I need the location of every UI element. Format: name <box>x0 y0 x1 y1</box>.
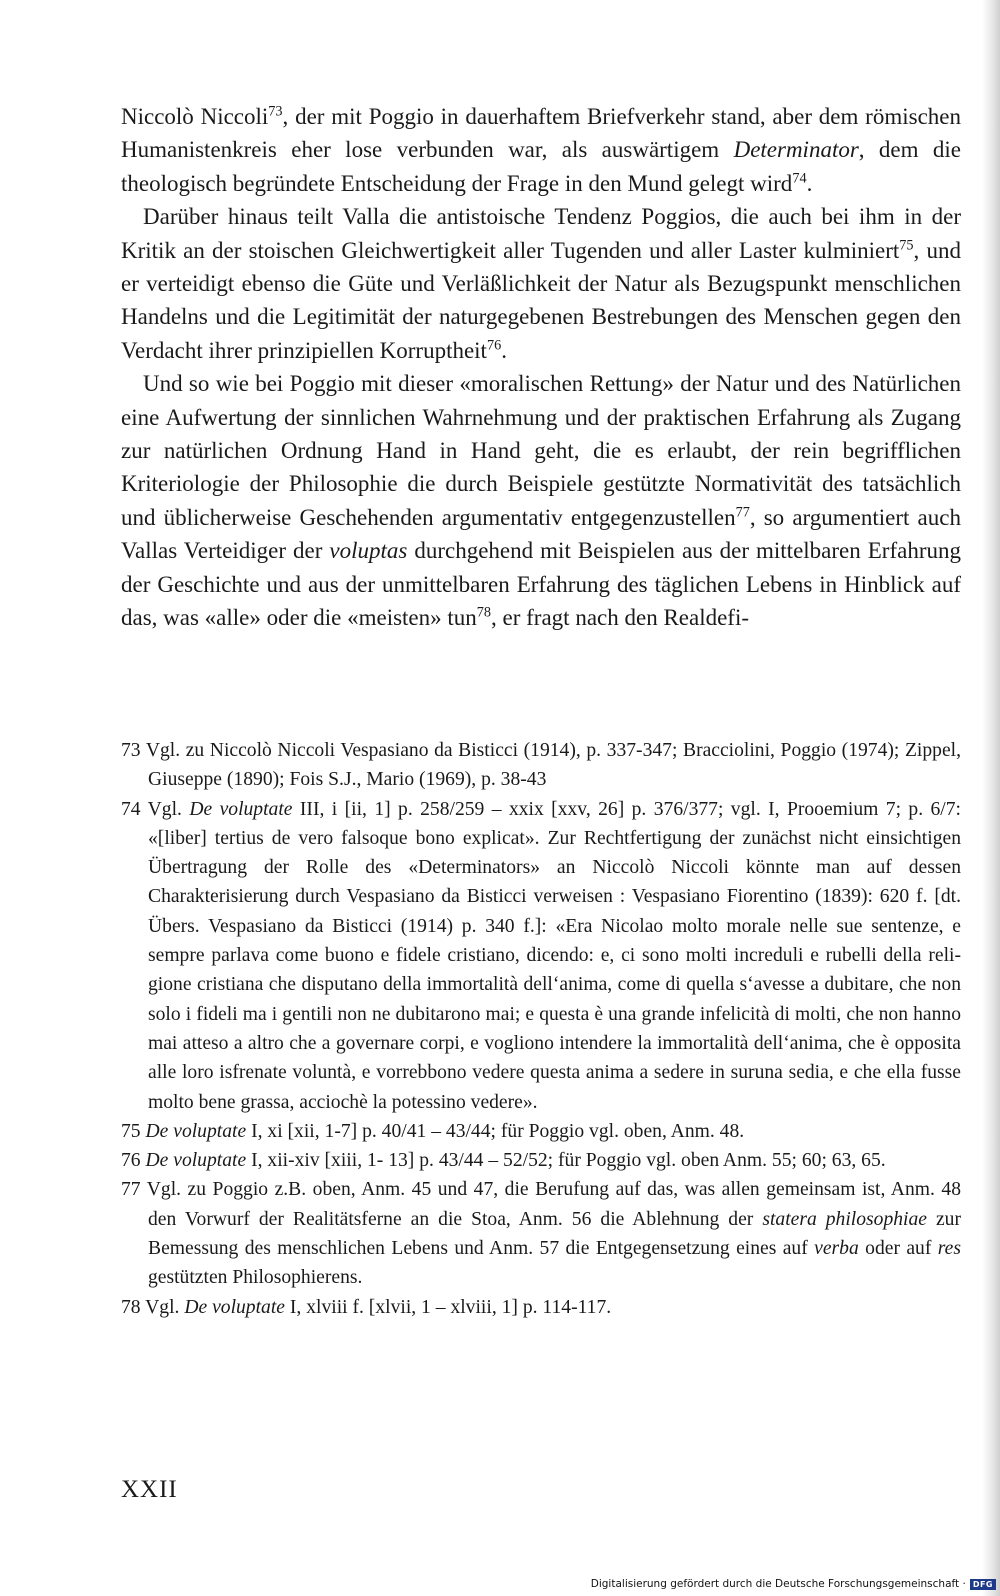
dfg-logo: DFG <box>970 1579 996 1590</box>
body-text <box>121 100 961 635</box>
text-run: I, xi [xii, 1-7] p. 40/41 – 43/44; für Poggio vgl. oben, Anm. 48. <box>246 1120 745 1142</box>
footnote-reference: 73 <box>268 103 283 120</box>
footnotes <box>121 736 961 1322</box>
footnote-reference: 74 <box>792 170 807 187</box>
footnote-reference: 75 <box>899 237 914 254</box>
footnote-reference: 78 <box>476 604 492 621</box>
footnote-78 <box>121 1293 961 1322</box>
text-run: Niccolò Niccoli <box>121 104 269 129</box>
text-run: Darüber hinaus teilt Valla die antistoische Tendenz Poggios, die auch bei ihm in der Kritik an der stoischen Gleichwertigkeit aller Tugenden und aller Laster kulminiert <box>121 204 961 263</box>
footnote-76 <box>121 1146 961 1175</box>
text-run: I, xlviii f. [xlvii, 1 – xlviii, 1] p. 114-117. <box>285 1296 612 1318</box>
text-run: Und so wie bei Poggio mit dieser «moralischen Rettung» der Natur und des Natürlichen eine Aufwertung der sinnlichen Wahrnehmung und der praktischen Erfahrung als Zugang zur natürlichen Ordnung Hand in Hand geht, die es erlaubt, der rein begrifflichen Kriteriologie der Philosophie die durch Beispiele gestützte Normativität des tatsächlich und üblicherweise Geschehenden argumentativ entgegenzustellen <box>121 371 961 530</box>
text-run: . <box>501 337 507 363</box>
text-run: oder auf <box>858 1238 938 1260</box>
footnote-reference: 76 <box>486 337 502 354</box>
footnote-73 <box>121 736 961 795</box>
credit-text: Digitalisierung gefördert durch die Deutsche Forschungsgemeinschaft · <box>590 1578 966 1590</box>
paragraph-1 <box>121 100 961 200</box>
text-run: durchgehend mit Beispielen aus der mittelbaren Erfahrung der Geschichte und aus der unmittelbaren Erfahrung des täglichen Lebens in Hinblick auf das, was «alle» oder die «meisten» tun <box>121 538 961 631</box>
italic-term: De voluptate <box>145 1150 247 1172</box>
italic-term: voluptas <box>329 538 408 564</box>
page-number: XXII <box>121 1476 178 1503</box>
page-edge-shadow <box>982 0 1000 1596</box>
paragraph-2 <box>121 200 961 367</box>
text-run: , und er verteidigt ebenso die Güte und Verläßlichkeit der Natur als Bezugspunkt menschlichen Handelns und die Legitimität der naturgegebenen Bestrebungen des Menschen gegen den Verdacht ihrer prinzipiellen Korruptheit <box>121 237 961 363</box>
text-run: , dem die theologisch begründete Entscheidung der Frage in den Mund gelegt wird <box>121 137 961 196</box>
text-run: , er fragt nach den Realdefi- <box>491 605 750 631</box>
text-run: 78 Vgl. <box>121 1296 185 1318</box>
text-run: 75 <box>121 1120 146 1142</box>
italic-term: res <box>937 1238 962 1260</box>
text-run: . <box>806 170 813 196</box>
italic-term: De voluptate <box>145 1120 247 1142</box>
text-run: 76 <box>121 1150 146 1172</box>
italic-term: statera philosophiae <box>762 1208 927 1230</box>
text-run: 77 Vgl. zu Poggio z.B. oben, Anm. 45 und 47, die Berufung auf das, was allen gemeinsam ist, Anm. 48 den Vorwurf der Realitätsferne an die Stoa, Anm. 56 die Ablehnung der <box>121 1179 961 1230</box>
text-run: gestützten Philosophierens. <box>148 1267 363 1289</box>
footnote-77 <box>121 1175 961 1292</box>
paragraph-3 <box>121 367 961 634</box>
text-run: 73 Vgl. zu Niccolò Niccoli Vespasiano da Bisticci (1914), p. 337-347; Bracciolini, Poggio (1974); Zippel, Giuseppe (1890); Fois S.J., Mario (1969), p. 38-43 <box>121 740 961 791</box>
italic-term: Determinator <box>733 137 859 163</box>
text-run: 74 Vgl. <box>121 798 190 820</box>
text-run: , der mit Poggio in dauerhaftem Briefverkehr stand, aber dem römischen Humanistenkreis eher lose verbunden war, als auswärtigem <box>121 104 961 163</box>
text-run: , so argumentiert auch Vallas Verteidiger der <box>121 504 961 564</box>
text-run: zur Bemessung des menschlichen Lebens und Anm. 57 die Entgegensetzung eines auf <box>148 1208 961 1260</box>
italic-term: De voluptate <box>184 1296 285 1318</box>
italic-term: verba <box>814 1238 859 1260</box>
italic-term: De voluptate <box>189 798 293 820</box>
text-run: III, i [ii, 1] p. 258/259 – xxix [xxv, 26] p. 376/377; vgl. I, Prooemium 7; p. 6/7: «[liber] tertius de vero falsoque bono explicat». Zur Rechtfertigung der zunächst nicht einsichtigen Übertragung der Rolle des «Determinators» an Niccolò Niccoli könnte man auf dessen Charakterisierung durch Vespasiano da Bisticci verweisen : Vespasiano Fiorentino (1839): 620 f. [dt. Übers. Vespasiano da Bisticci (1914) p. 340 f.]: «Era Nicolao molto morale nelle sue sentenze, e sempre parlava come buono e fidele cristiano, dicendo: e, ci sono molti increduli e rubelli della religione cristiana che disputano della immortalità dell‘anima, come di quella s‘avesse a dubitare, che non solo i fideli ma i gentili non ne dubitarono mai; e questa è una grande infelicità di molti, che non hanno mai atteso a altro che a governare corpi, e vogliono intendere la immortalità dell‘anima, che è opposita alle loro isfrenate voluntà, e vorrebbono vedere questa anima a sedere in suruna sedia, e che ella fusse molto bene grassa, acciochè la potessino vedere». <box>148 798 961 1113</box>
text-run: I, xii-xiv [xiii, 1- 13] p. 43/44 – 52/52; für Poggio vgl. oben Anm. 55; 60; 63, 65. <box>246 1150 886 1172</box>
footnote-reference: 77 <box>735 504 750 521</box>
digitization-credit <box>591 1578 996 1590</box>
footnote-74 <box>121 795 961 1117</box>
footnote-75 <box>121 1117 961 1146</box>
